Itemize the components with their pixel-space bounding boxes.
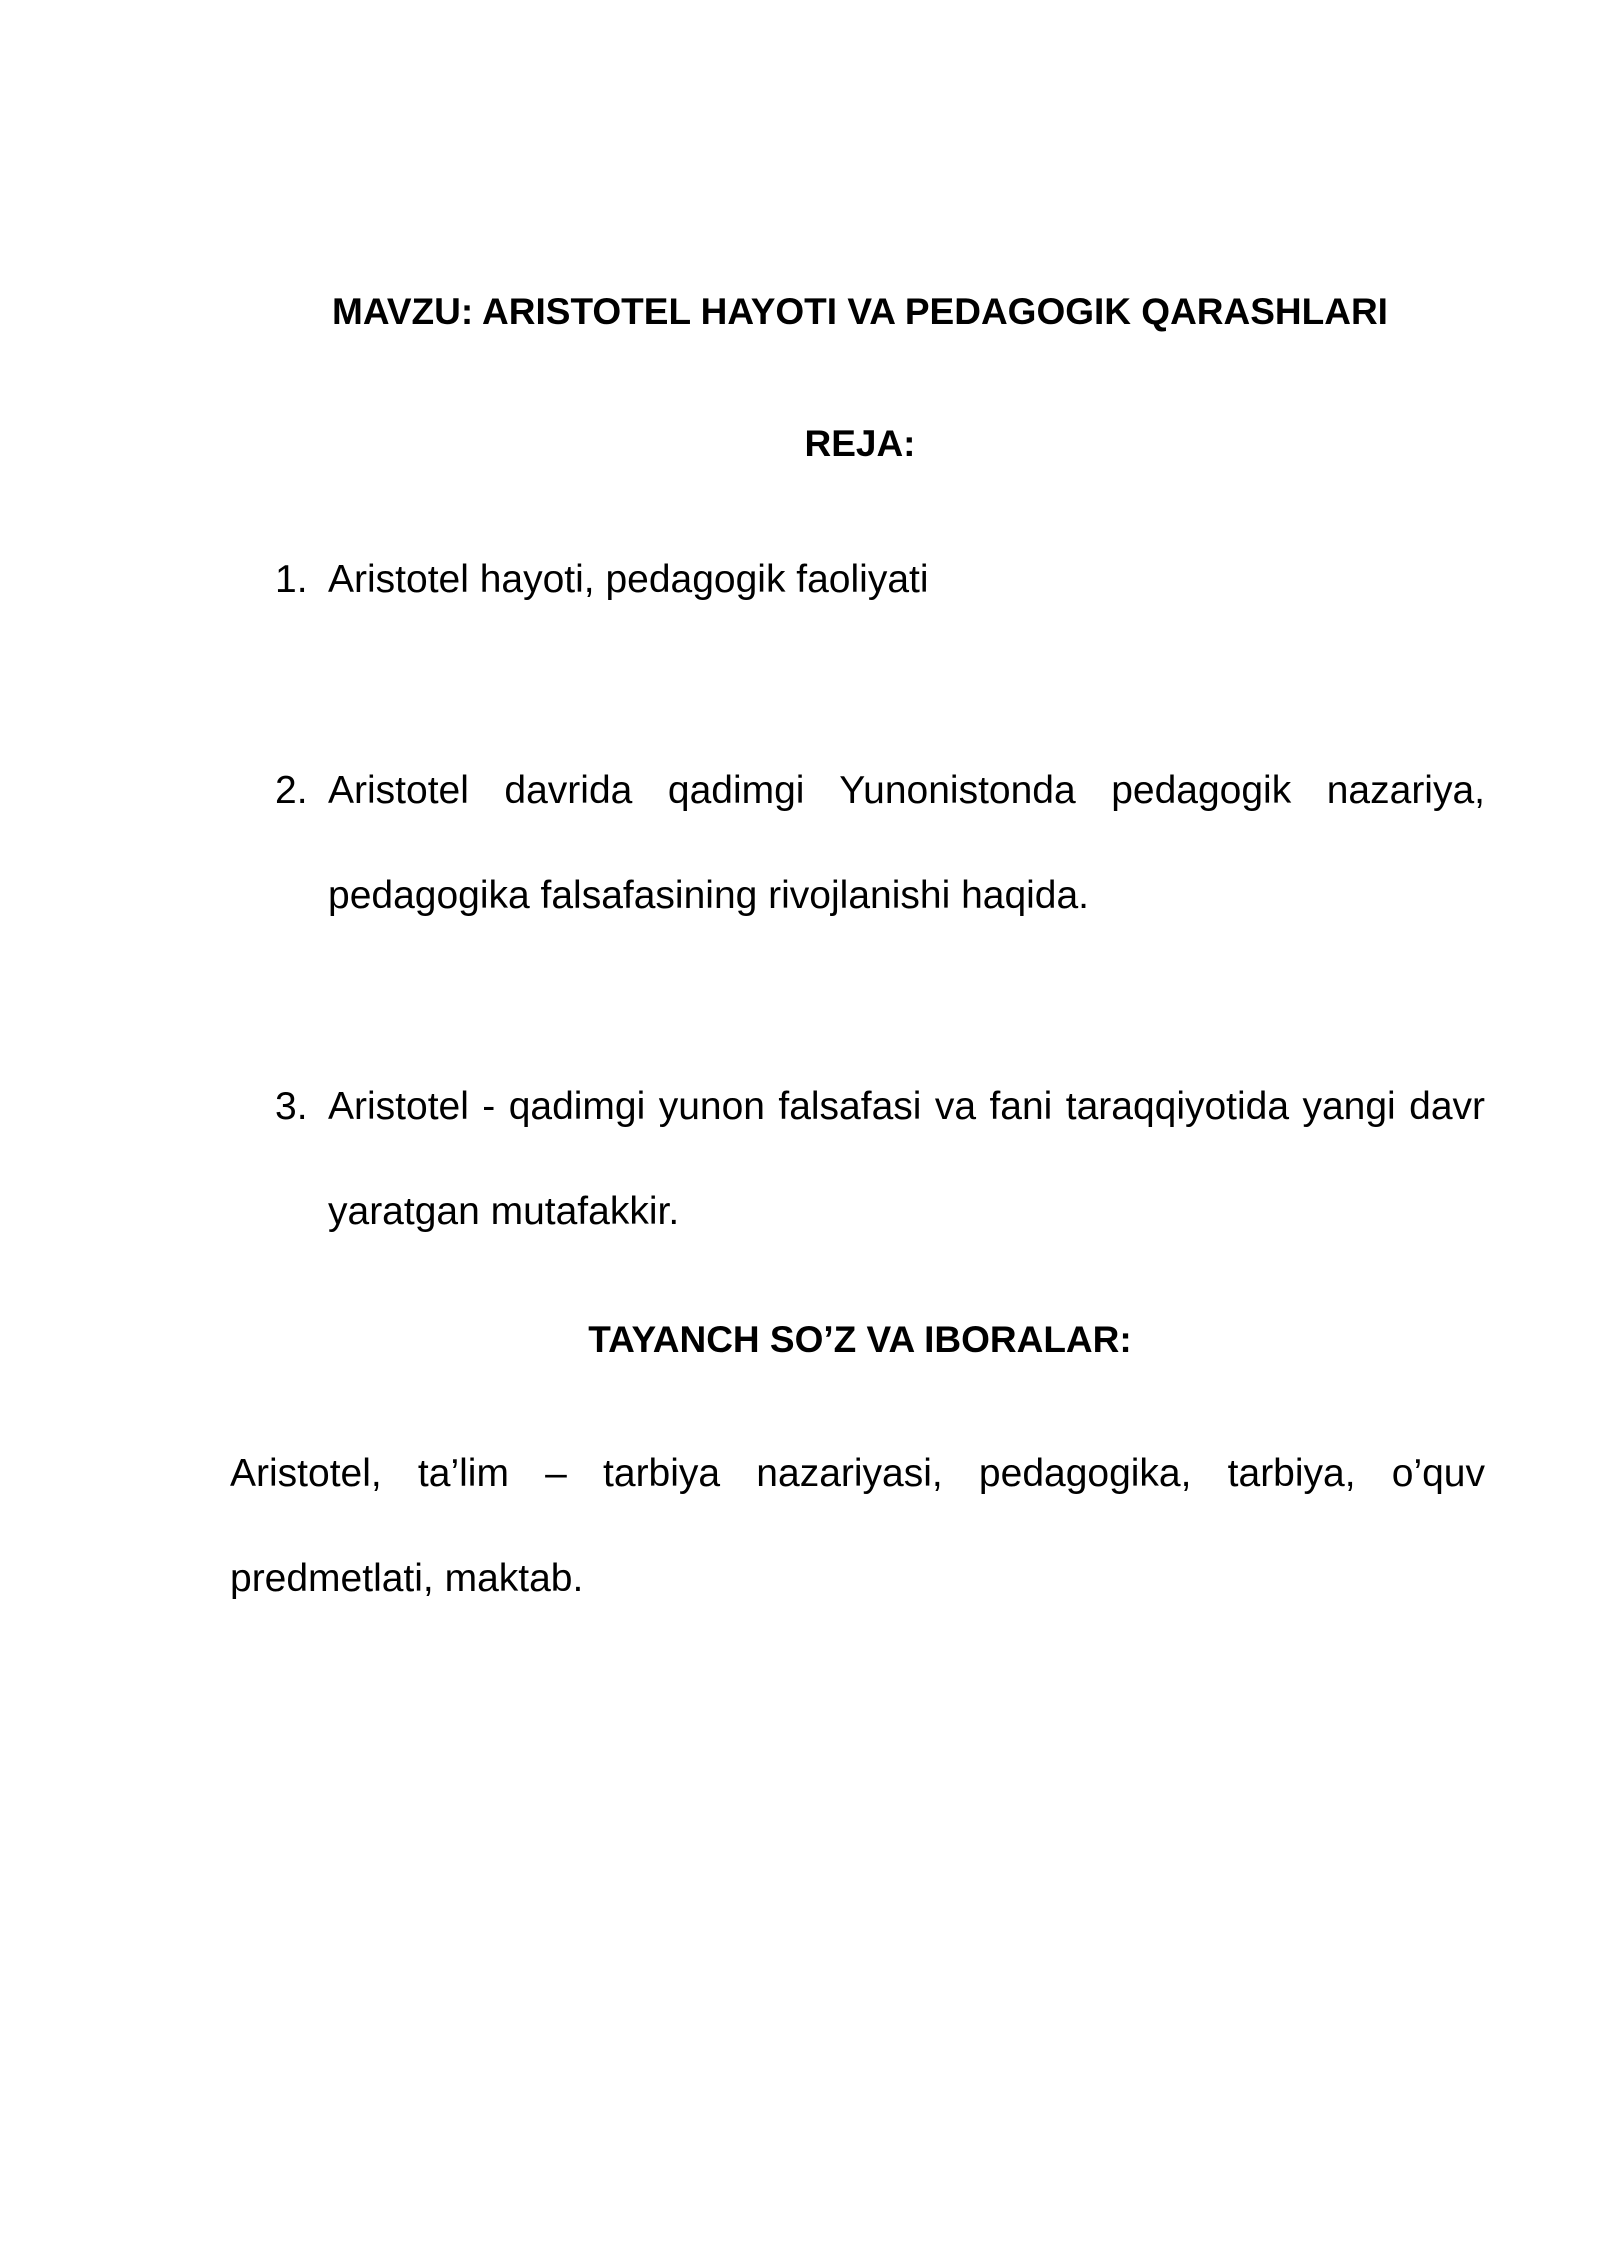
keywords-paragraph: Aristotel, ta’lim – tarbiya nazariyasi, pedagogika, tarbiya, o’quv predmetlati, maktab. <box>230 1452 1485 1600</box>
list-item-text: Aristotel davrida qadimgi Yunonistonda pedagogik nazariya, pedagogika falsafasining rivojlanishi haqida. <box>328 769 1485 917</box>
list-item-number: 1. <box>275 558 308 601</box>
list-item-number: 3. <box>275 1085 308 1128</box>
list-item-text: Aristotel hayoti, pedagogik faoliyati <box>328 558 929 601</box>
page-title: MAVZU: ARISTOTEL HAYOTI VA PEDAGOGIK QARASHLARI <box>332 291 1388 332</box>
plan-heading: REJA: <box>804 423 916 464</box>
list-item-text: Aristotel - qadimgi yunon falsafasi va fani taraqqiyotida yangi davr yaratgan mutafakkir. <box>328 1085 1485 1233</box>
plan-list-item <box>275 527 1485 632</box>
plan-list-item <box>275 738 1485 948</box>
list-item-number: 2. <box>275 769 308 812</box>
plan-list-item <box>275 1054 1485 1264</box>
keywords-heading: TAYANCH SO’Z VA IBORALAR: <box>588 1319 1132 1360</box>
